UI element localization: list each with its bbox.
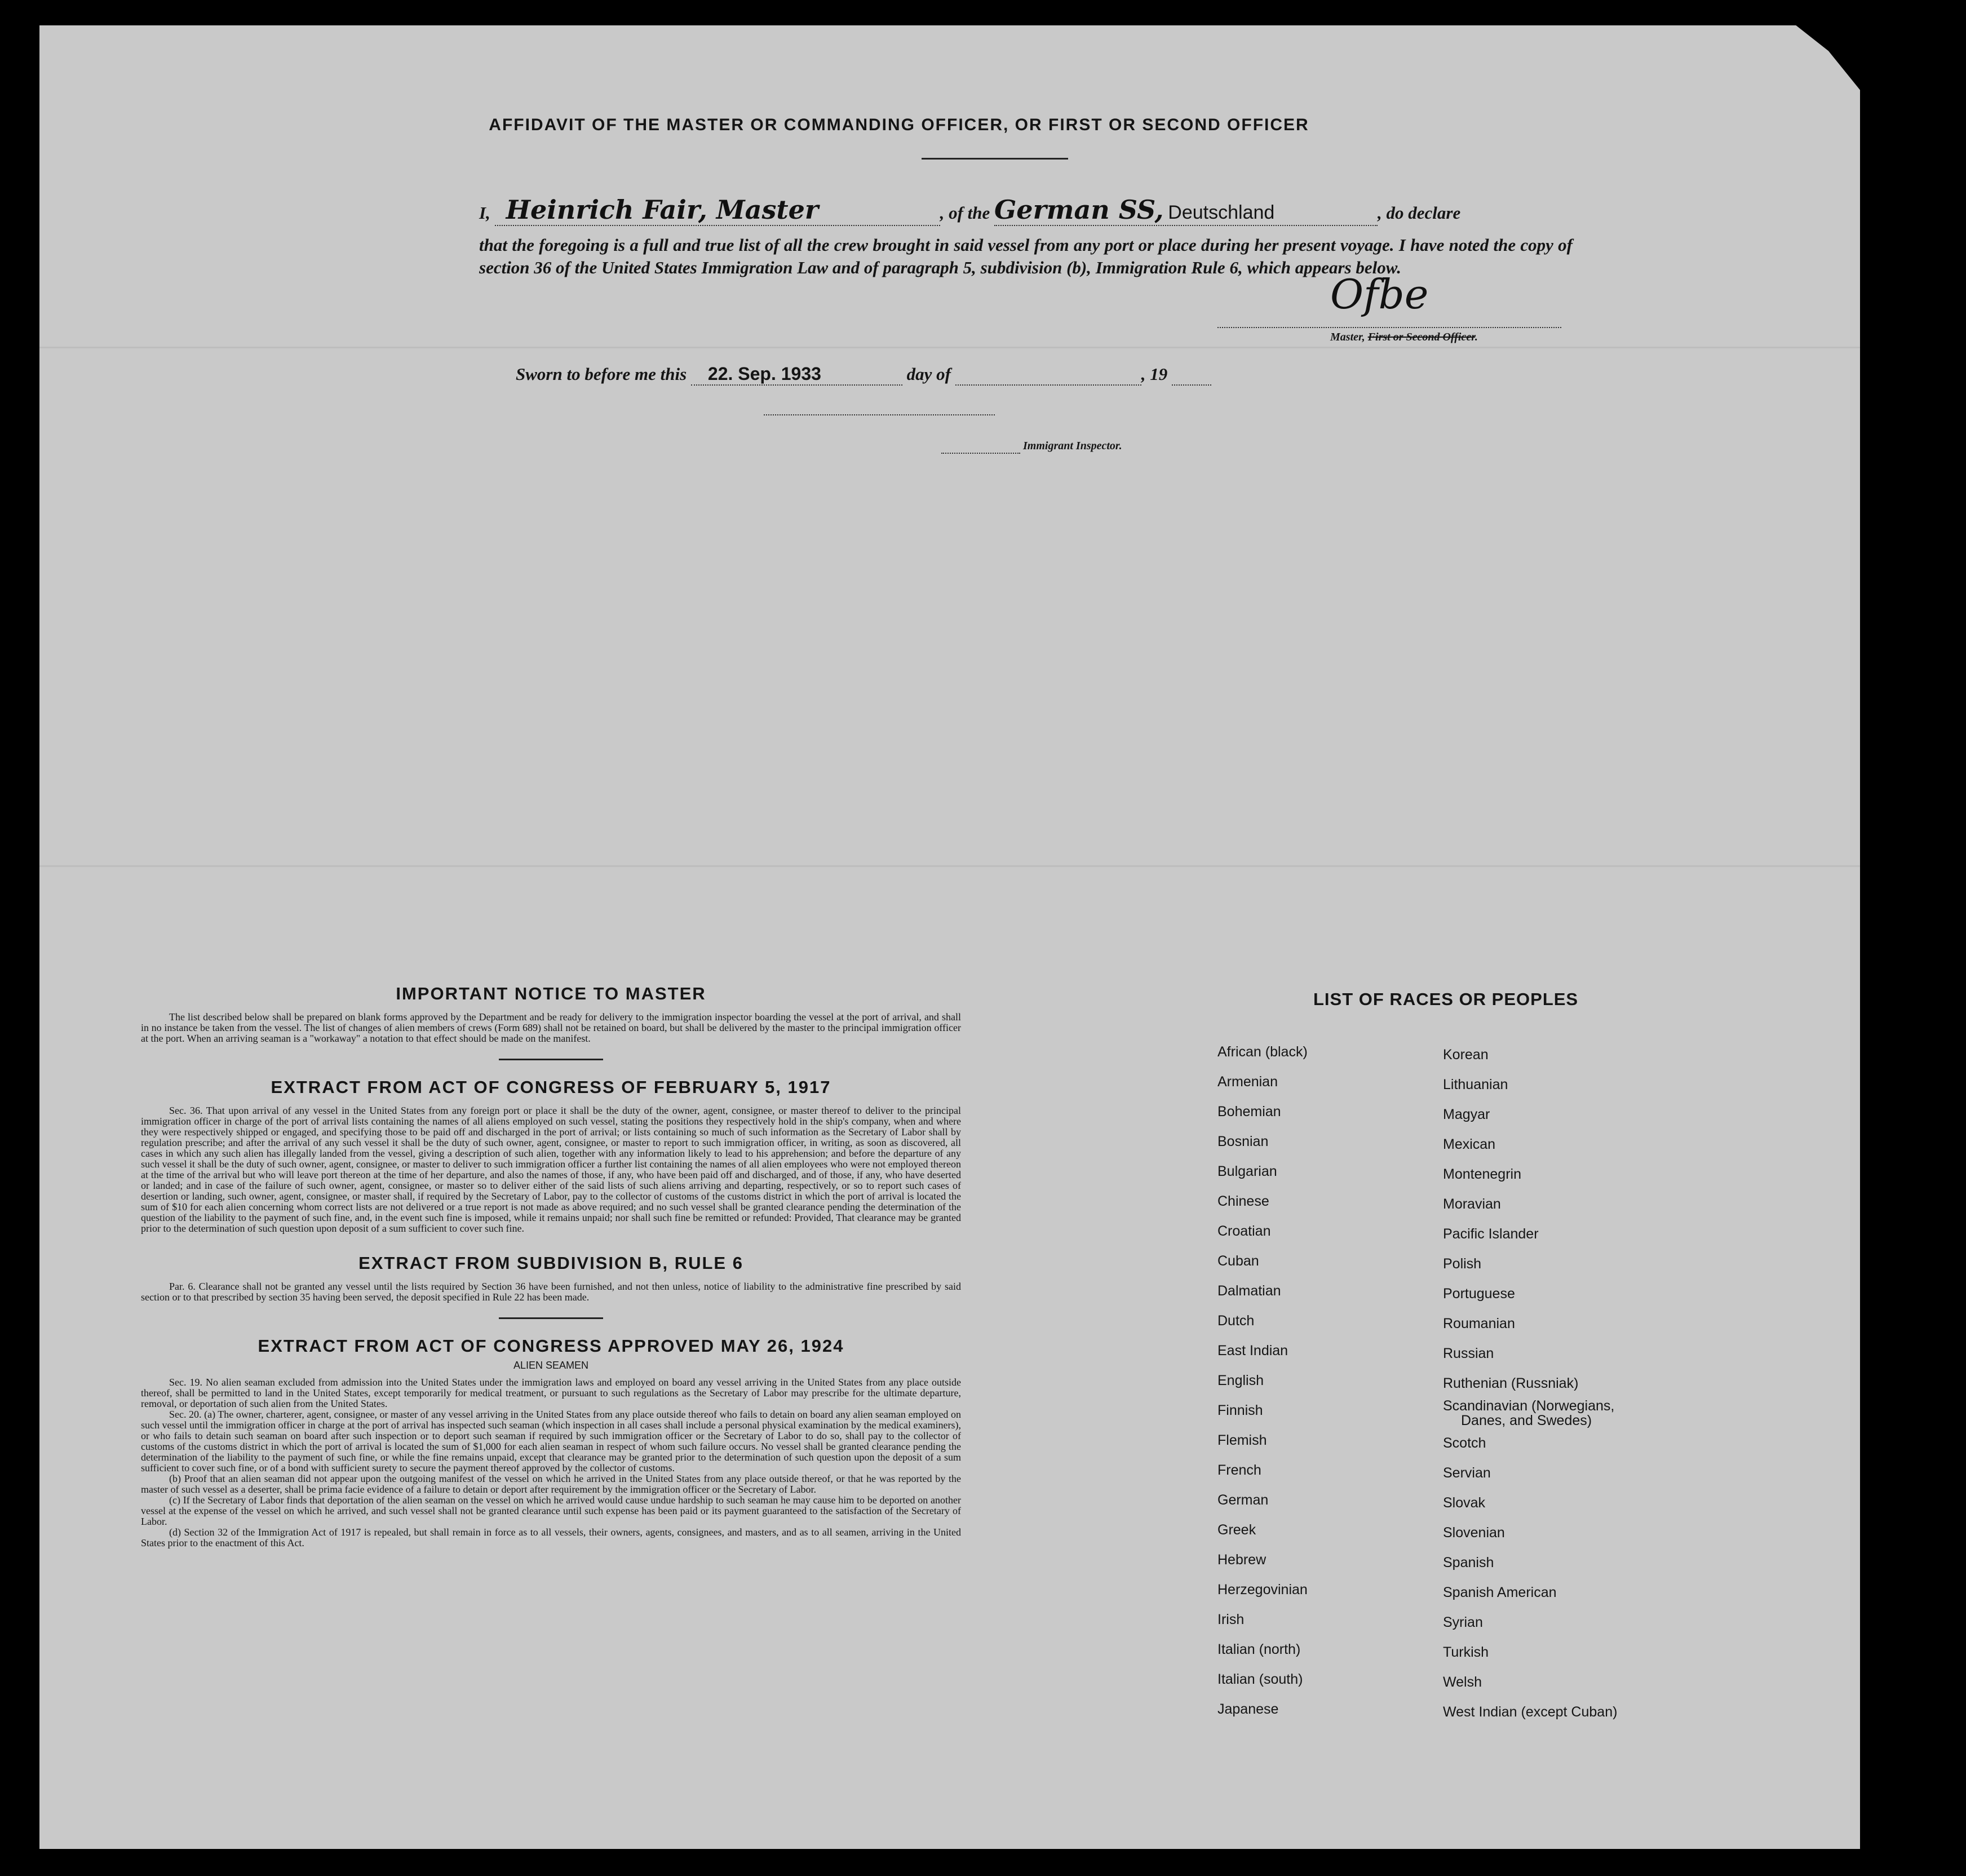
caption-period: . — [1474, 331, 1478, 343]
extract-1924-title: EXTRACT FROM ACT OF CONGRESS APPROVED MAY 26, 1924 — [258, 1336, 844, 1356]
race-item: Chinese — [1217, 1193, 1269, 1209]
race-item: Ruthenian (Russniak) — [1443, 1375, 1579, 1391]
title-rule — [922, 158, 1068, 160]
binder-hole — [1883, 237, 1912, 264]
race-item: East Indian — [1217, 1343, 1288, 1359]
race-item: Scandinavian (Norwegians, — [1443, 1398, 1615, 1414]
race-item: Spanish — [1443, 1555, 1494, 1570]
sec-20c: (c) If the Secretary of Labor finds that deportation of the alien seaman on the vessel on which he arrived would cause undue hardship to such seaman he may cause him to be deported on another vessel at the expense of the vessel on which he arrived, and such vessel shall not be granted clearance until such expense has been paid or its payment guaranteed to the satisfaction of the Secretary of Labor. — [141, 1494, 961, 1527]
race-item: Bosnian — [1217, 1134, 1269, 1149]
race-item: Greek — [1217, 1522, 1256, 1538]
race-item: Spanish American — [1443, 1585, 1557, 1600]
sec-20a: Sec. 20. (a) The owner, charterer, agent, consignee, or master of any vessel arriving in the United States from any place outside thereof who fails to detain on board any alien seaman employed on such vessel until the immigration officer in charge at the port of arrival has inspected such seaman (which inspection in all cases shall include a personal physical examination by the medical examiners), or who fails to detain such seaman on board after such inspection or to deport such seaman if required by such immigration officer or the Secretary of Labor to do so, shall pay to the collector of customs of the customs district in which the port of arrival is located the sum of $1,000 for each alien seaman in respect of whom such failure occurs. No vessel shall be granted clearance pending the determination of the liability to the payment of such fine, or while the fine remains unpaid, except that clearance may be granted prior to the determination of such question upon the deposit of a sum sufficient to cover such fine, or of a bond with sufficient surety to secure the payment thereof approved by the collector of customs. — [141, 1409, 961, 1474]
legal-notices — [141, 984, 961, 1548]
race-item: French — [1217, 1462, 1261, 1478]
vessel-prefix: German SS, — [994, 194, 1164, 225]
race-item: Cuban — [1217, 1253, 1259, 1269]
extract-1917-title: EXTRACT FROM ACT OF CONGRESS OF FEBRUARY 5, 1917 — [271, 1077, 831, 1097]
race-item: Lithuanian — [1443, 1077, 1508, 1092]
fold-line — [39, 347, 1860, 348]
extract-1917-body: Sec. 36. That upon arrival of any vessel in the United States from any foreign port or place it shall be the duty of the owner, agent, consignee, or master thereof to deliver to the principal immigration officer in charge of the port of arrival lists containing the names of all aliens employed on such vessel, stating the positions they respectively hold in the ship's company, when and where they were respectively shipped or engaged, and specifying those to be paid off and discharged in the port of arrival; or lists containing so much of such information as the Secretary of Labor shall by regulation prescribe; and after the arrival of any such vessel it shall be the duty of such owner, agent, consignee, or master to report to such immigration officer, in writing, as soon as discovered, all cases in which any such alien has illegally landed from the vessel, giving a description of such alien, together with any information likely to lead to his apprehension; and before the departure of any such vessel it shall be the duty of such owner, agent, consignee, or master to deliver to such immigration officer a further list containing the names of all alien employees who were not employed thereon at the time of the arrival but who will leave port thereon at the time of her departure, and also the names of those, if any, who have been paid off and discharged, and of those, if any, who have deserted or landed; and in case of the failure of such owner, agent, consignee, or master so to deliver either of the said lists of such aliens arriving and departing, respectively, or so to report such cases of desertion or landing, such owner, agent, consignee, or master shall, if required by the Secretary of Labor, pay to the collector of customs of the customs district in which the port of arrival is located the sum of $10 for each alien concerning whom correct lists are not delivered or a true report is not made as above required; and no such vessel shall be granted clearance pending the determination of the question of the liability to the payment of such fine, and, in the event such fine is imposed, while it remains unpaid; nor shall such fine be remitted or refunded: Provided, That clearance may be granted prior to the determination of such question upon deposit of a sum sufficient to cover such fine. — [141, 1105, 961, 1234]
rule-6-title: EXTRACT FROM SUBDIVISION B, RULE 6 — [358, 1253, 743, 1273]
master-signature: Ofbe — [1330, 271, 1429, 318]
binder-hole — [1883, 1578, 1912, 1605]
binder-hole — [1883, 1302, 1912, 1329]
sec-20d: (d) Section 32 of the Immigration Act of 1917 is repealed, but shall remain in force as to all vessels, their owners, agents, consignees, and masters, and as to all seamen, arriving in the United States prior to the enactment of this Act. — [141, 1527, 961, 1548]
race-item: Italian (north) — [1217, 1642, 1301, 1657]
section-rule — [499, 1317, 603, 1319]
section-rule — [499, 1059, 603, 1060]
race-item: Armenian — [1217, 1074, 1278, 1090]
day-of-label: day of — [906, 364, 951, 384]
race-item: Portuguese — [1443, 1286, 1515, 1302]
extract-1924-subtitle: ALIEN SEAMEN — [513, 1360, 589, 1371]
race-item: Hebrew — [1217, 1552, 1267, 1568]
race-item: African (black) — [1217, 1044, 1308, 1060]
race-item: Bulgarian — [1217, 1163, 1277, 1179]
of-the-label: , of the — [940, 203, 990, 223]
binder-hole — [1883, 696, 1912, 723]
race-item: Pacific Islander — [1443, 1226, 1539, 1242]
declaration-body: that the foregoing is a full and true list of all the crew brought in said vessel from any port or place during her present voyage. I have noted the copy of section 36 of the United States Immigration Law and of paragraph 5, subdivision (b), Immigration Rule 6, which appears below. — [479, 235, 1573, 277]
signature-line — [1217, 327, 1561, 328]
race-item: Moravian — [1443, 1196, 1501, 1212]
race-item: Mexican — [1443, 1136, 1496, 1152]
inspector-signature-line — [764, 414, 995, 415]
inspector-dots — [941, 440, 1020, 454]
race-item: Bohemian — [1217, 1104, 1281, 1120]
sec-19: Sec. 19. No alien seaman excluded from admission into the United States under the immigration laws and employed on board any vessel arriving in the United States from any place outside thereof, shall be permitted to land in the United States, except temporarily for medical treatment, or pursuant to such regulations as the Secretary of Labor may prescribe for the ultimate departure, removal, or deportation of such alien from the United States. — [141, 1377, 961, 1409]
race-item: German — [1217, 1492, 1269, 1508]
race-item: Servian — [1443, 1465, 1491, 1481]
race-item: Finnish — [1217, 1402, 1263, 1418]
race-item: Polish — [1443, 1256, 1482, 1272]
binder-hole — [1883, 1666, 1912, 1693]
sworn-date-field: 22. Sep. 1933 — [691, 364, 902, 386]
race-item: Italian (south) — [1217, 1671, 1303, 1687]
year-prefix: , 19 — [1141, 364, 1168, 384]
affidavit-title: AFFIDAVIT OF THE MASTER OR COMMANDING OFFICER, OR FIRST OR SECOND OFFICER — [489, 116, 1309, 134]
binder-hole — [1883, 1218, 1912, 1245]
race-item: Irish — [1217, 1612, 1245, 1627]
race-item: West Indian (except Cuban) — [1443, 1704, 1618, 1720]
race-item: Slovenian — [1443, 1525, 1505, 1541]
races-left-column — [1217, 1037, 1308, 1724]
race-item: Dutch — [1217, 1313, 1255, 1329]
races-right-column — [1443, 1040, 1617, 1727]
vessel-name: Deutschland — [1168, 202, 1275, 223]
affidavit-declaration — [479, 194, 1573, 279]
notice-title: IMPORTANT NOTICE TO MASTER — [396, 984, 706, 1003]
race-item: Croatian — [1217, 1223, 1271, 1239]
binder-hole — [1883, 612, 1912, 639]
race-item: Syrian — [1443, 1614, 1483, 1630]
declaration-i: I, — [479, 203, 490, 223]
sec-20b: (b) Proof that an alien seaman did not appear upon the outgoing manifest of the vessel on which he arrived in the United States from any place outside thereof, or that he was reported by the master of such vessel as a deserter, shall be prima facie evidence of a failure to detain or deport after requirement by the immigration officer or the Secretary of Labor. — [141, 1473, 961, 1495]
notice-body: The list described below shall be prepared on blank forms approved by the Department and be ready for delivery to the immigration inspector boarding the vessel at the port of arrival, and shall in no instance be taken from the vessel. The list of changes of alien members of crews (Form 689) shall not be retained on board, but shall be delivered by the master to the principal immigration officer at the port. When an arriving seaman is a "workaway" a notation to that effect should be made on the manifest. — [141, 1011, 961, 1044]
year-field — [1172, 364, 1211, 386]
sworn-line — [516, 364, 1211, 386]
do-declare-label: , do declare — [1378, 203, 1461, 223]
signature-caption — [1330, 331, 1478, 344]
binder-hole — [1883, 330, 1912, 357]
caption-master: Master, — [1330, 331, 1368, 343]
race-item: Welsh — [1443, 1674, 1482, 1690]
race-item: Dalmatian — [1217, 1283, 1281, 1299]
race-item: Flemish — [1217, 1432, 1267, 1448]
caption-struck-officer: First or Second Officer — [1367, 331, 1475, 343]
fold-line — [39, 865, 1860, 867]
document-sheet — [39, 25, 1860, 1849]
inspector-caption — [941, 440, 1122, 454]
race-item: English — [1217, 1373, 1264, 1388]
races-title: LIST OF RACES OR PEOPLES — [1313, 989, 1579, 1009]
inspector-label: Immigrant Inspector. — [1023, 440, 1122, 452]
race-item: Herzegovinian — [1217, 1582, 1308, 1598]
race-item: Scotch — [1443, 1435, 1486, 1451]
vessel-field — [994, 194, 1378, 226]
race-item: Korean — [1443, 1047, 1489, 1063]
race-item: Japanese — [1217, 1701, 1279, 1717]
month-field — [955, 364, 1141, 386]
race-item: Magyar — [1443, 1107, 1490, 1122]
race-item: Turkish — [1443, 1644, 1489, 1660]
race-item: Russian — [1443, 1346, 1494, 1361]
master-name-field: Heinrich Fair, Master — [495, 194, 940, 226]
race-item: Danes, and Swedes) — [1461, 1413, 1592, 1428]
sworn-prefix: Sworn to before me this — [516, 364, 687, 384]
race-item: Roumanian — [1443, 1316, 1515, 1331]
race-item: Slovak — [1443, 1495, 1486, 1511]
race-item: Montenegrin — [1443, 1166, 1521, 1182]
rule-6-body: Par. 6. Clearance shall not be granted any vessel until the lists required by Section 36 have been furnished, and not then unless, notice of liability to the administrative fine prescribed by said section or to that prescribed by section 35 having been served, the deposit specified in Rule 22 has been made. — [141, 1281, 961, 1303]
